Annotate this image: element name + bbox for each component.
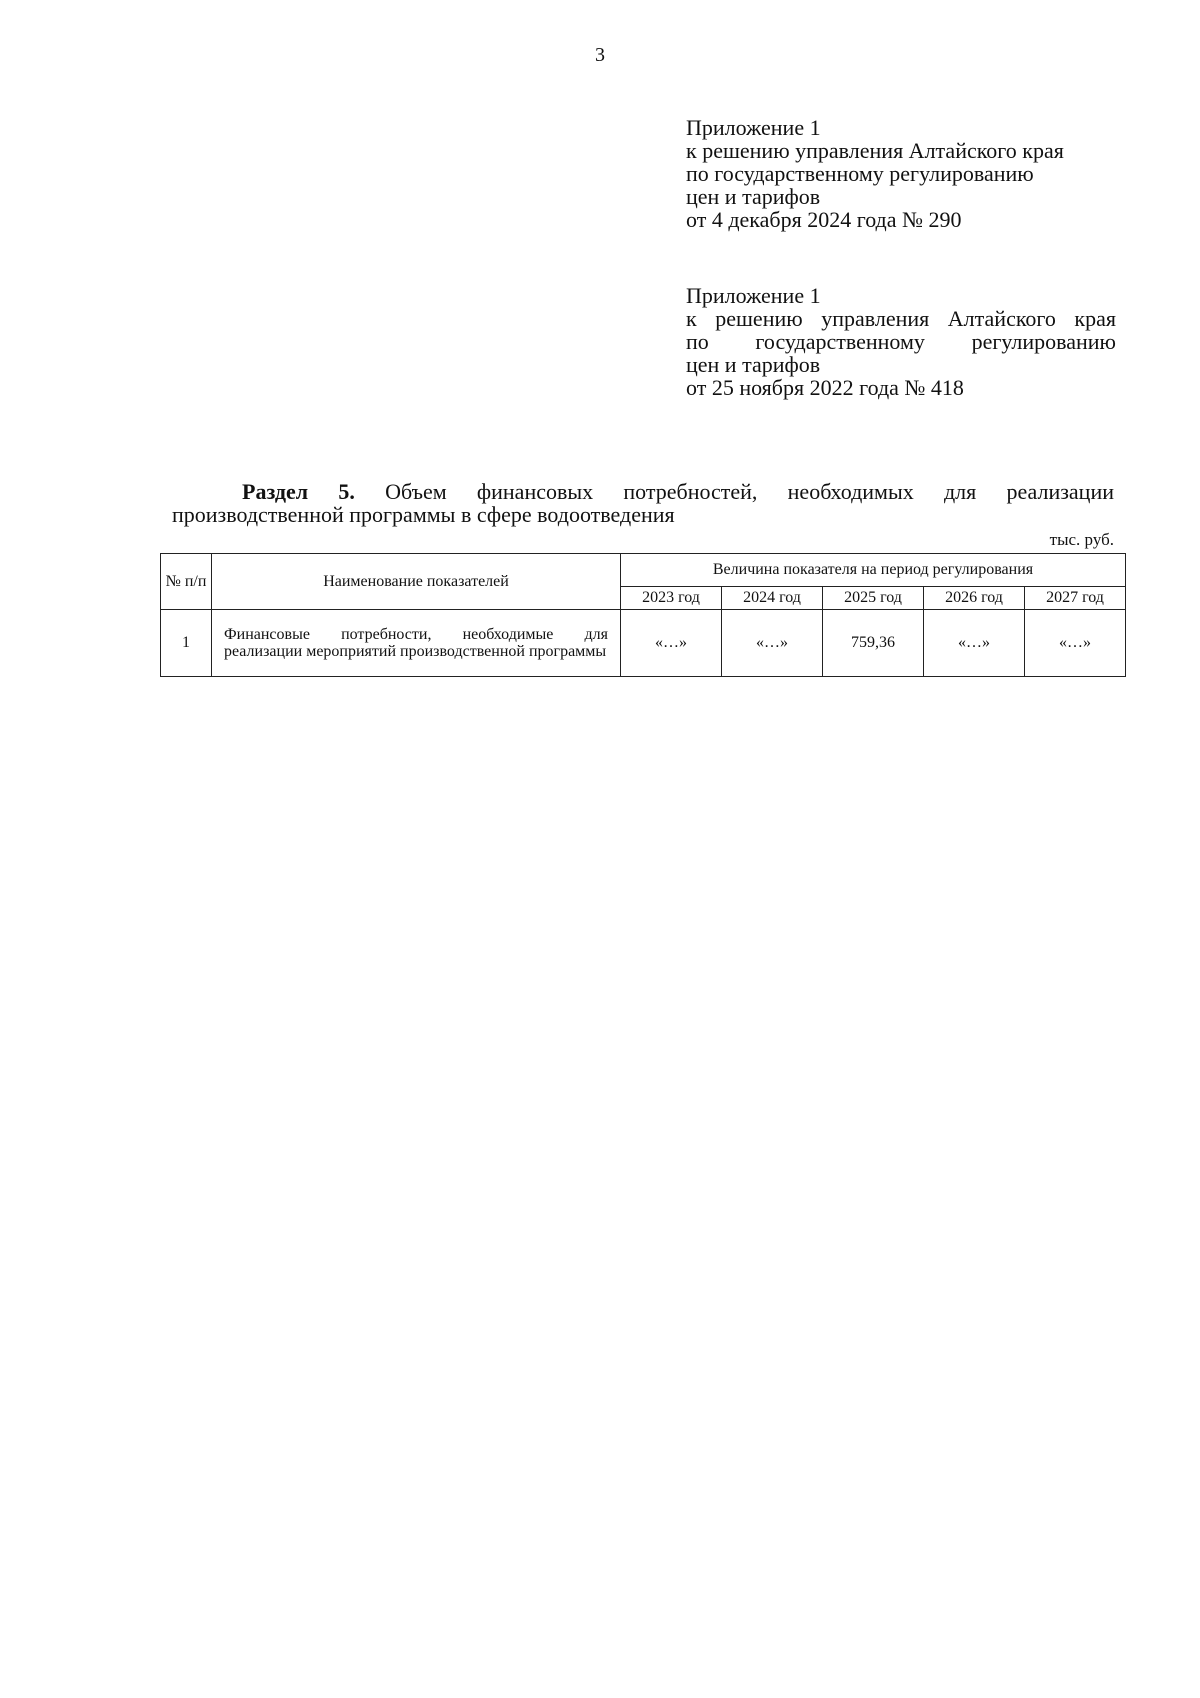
appendix-current bbox=[686, 116, 1116, 231]
row-value: «…» bbox=[1025, 610, 1126, 677]
section-heading bbox=[172, 480, 1114, 526]
appendix-previous bbox=[686, 284, 1116, 399]
header-year: 2026 год bbox=[924, 587, 1025, 610]
appendix-date: от 25 ноября 2022 года № 418 bbox=[686, 375, 964, 400]
row-value: «…» bbox=[924, 610, 1025, 677]
appendix-line: по государственному регулированию bbox=[686, 161, 1034, 186]
appendix-date: от 4 декабря 2024 года № 290 bbox=[686, 207, 962, 232]
header-year: 2024 год bbox=[722, 587, 823, 610]
row-value: «…» bbox=[621, 610, 722, 677]
appendix-title: Приложение 1 bbox=[686, 115, 821, 140]
appendix-line: по государственному регулированию bbox=[686, 329, 1116, 354]
header-year: 2025 год bbox=[823, 587, 924, 610]
row-num: 1 bbox=[161, 610, 212, 677]
appendix-line: к решению управления Алтайского края bbox=[686, 306, 1116, 331]
row-value: «…» bbox=[722, 610, 823, 677]
table-row bbox=[161, 610, 1126, 677]
header-period: Величина показателя на период регулирования bbox=[621, 554, 1126, 587]
header-num: № п/п bbox=[161, 554, 212, 610]
row-value: 759,36 bbox=[823, 610, 924, 677]
appendix-line: цен и тарифов bbox=[686, 352, 821, 377]
header-year: 2023 год bbox=[621, 587, 722, 610]
header-name: Наименование показателей bbox=[212, 554, 621, 610]
section-label: Раздел 5. bbox=[242, 479, 355, 504]
appendix-line: цен и тарифов bbox=[686, 184, 821, 209]
units-label: тыс. руб. bbox=[1049, 530, 1114, 549]
appendix-line: к решению управления Алтайского края bbox=[686, 138, 1064, 163]
header-year: 2027 год bbox=[1025, 587, 1126, 610]
page-number: 3 bbox=[595, 44, 605, 66]
row-name: Финансовые потребности, необходимые для реализации мероприятий производственной программы bbox=[212, 610, 621, 677]
appendix-title: Приложение 1 bbox=[686, 283, 821, 308]
financial-needs-table bbox=[160, 553, 1126, 677]
section-text: Объем финансовых потребностей, необходимых для реализации производственной программы в сфере водоотведения bbox=[172, 479, 1114, 527]
